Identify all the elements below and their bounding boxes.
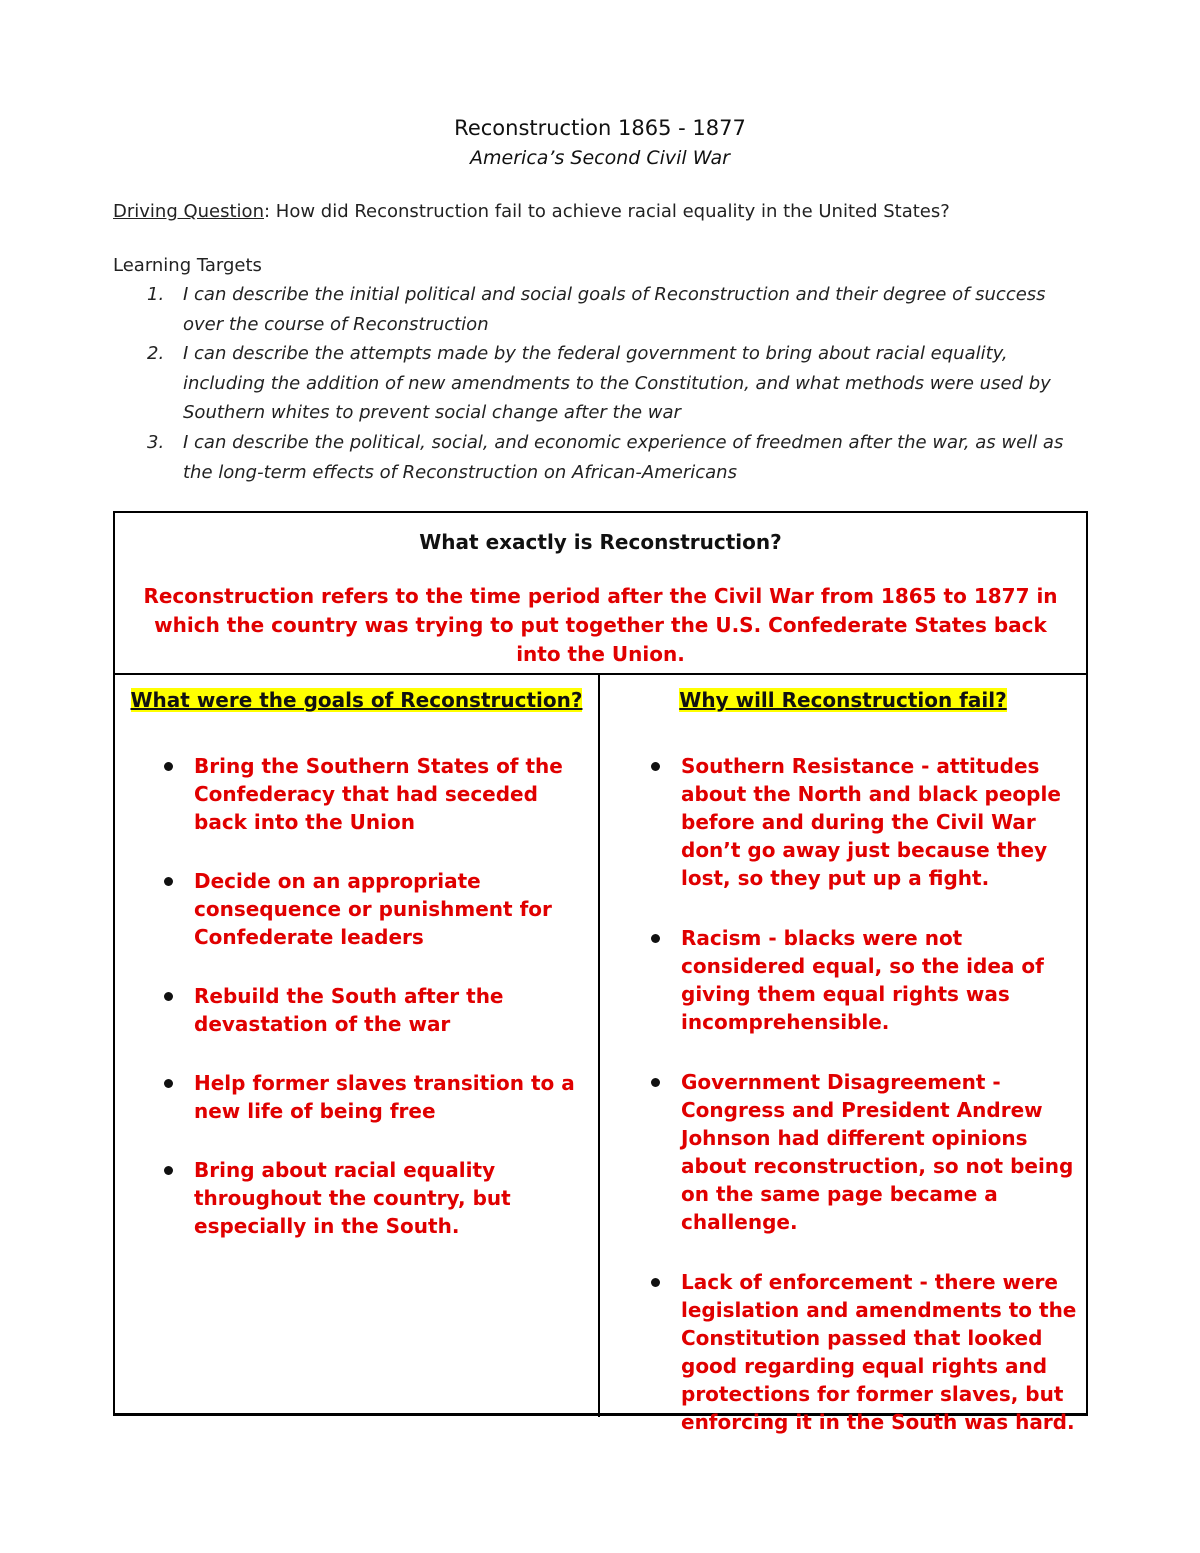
learning-target-item [113, 280, 1088, 339]
learning-target-text: I can describe the attempts made by the federal government to bring about racial equality, including the addition of new amendments to the Constitution, and what methods were used by Southern whites to prevent social change after the war [183, 343, 1051, 424]
learning-target-item [113, 428, 1088, 487]
bullet-icon [164, 1166, 173, 1175]
failure-reason-text: Government Disagreement - Congress and President Andrew Johnson had different opinions about reconstruction, so not being on the same page became a challenge. [681, 1070, 1074, 1234]
driving-question-colon: : [263, 201, 276, 222]
bullet-icon [164, 1079, 173, 1088]
failure-reason-item [648, 924, 1083, 1036]
driving-question-label: Driving Question [113, 201, 264, 222]
bullet-icon [651, 934, 660, 943]
goal-item-text: Bring about racial equality throughout the country, but especially in the South. [194, 1158, 511, 1238]
bullet-icon [651, 1078, 660, 1087]
learning-target-item [113, 339, 1088, 428]
table-top-cell [115, 513, 1086, 675]
bullet-icon [164, 992, 173, 1001]
reconstruction-table [113, 511, 1088, 1434]
failure-heading [600, 688, 1086, 712]
goal-item-text: Help former slaves transition to a new life of being free [194, 1071, 575, 1123]
goals-list [161, 752, 581, 1271]
goal-item [161, 1069, 581, 1125]
table-top-answer: Reconstruction refers to the time period after the Civil War from 1865 to 1877 in which the country was trying to put together the U.S. Confederate States back into the Union. [143, 584, 1058, 666]
goals-heading-text: What were the goals of Reconstruction? [130, 688, 583, 712]
goal-item [161, 1156, 581, 1240]
learning-target-text: I can describe the initial political and social goals of Reconstruction and their degree of success over the course of Reconstruction [183, 284, 1046, 335]
failure-heading-text: Why will Reconstruction fail? [679, 688, 1007, 712]
column-divider [598, 675, 600, 1417]
document-subtitle: America’s Second Civil War [470, 147, 730, 169]
bullet-icon [164, 762, 173, 771]
failure-reason-item [648, 752, 1083, 892]
goal-item-text: Decide on an appropriate consequence or punishment for Confederate leaders [194, 869, 552, 949]
bullet-icon [164, 877, 173, 886]
bullet-icon [651, 1278, 660, 1287]
learning-target-number: 3. [147, 431, 165, 453]
failure-reason-text: Southern Resistance - attitudes about the North and black people before and during the Civil War don’t go away just because they lost, so they put up a fight. [681, 754, 1061, 890]
goals-heading [115, 688, 598, 712]
learning-target-number: 2. [147, 343, 165, 365]
goal-item [161, 982, 581, 1038]
goal-item [161, 752, 581, 836]
learning-targets-heading: Learning Targets [113, 255, 262, 276]
document-title: Reconstruction 1865 - 1877 [454, 116, 746, 140]
learning-targets-list [113, 280, 1088, 487]
driving-question [113, 201, 1093, 222]
failure-reason-text: Lack of enforcement - there were legislation and amendments to the Constitution passed that looked good regarding equal rights and protections for former slaves, but enforcing it in the South was hard. [681, 1270, 1077, 1434]
learning-target-number: 1. [147, 284, 165, 305]
bullet-icon [651, 762, 660, 771]
driving-question-text: How did Reconstruction fail to achieve racial equality in the United States? [275, 201, 950, 222]
goal-item-text: Bring the Southern States of the Confederacy that had seceded back into the Union [194, 754, 563, 834]
failure-reason-item [648, 1068, 1083, 1236]
table-top-heading: What exactly is Reconstruction? [419, 530, 782, 554]
failure-reason-item [648, 1268, 1083, 1436]
failure-reason-text: Racism - blacks were not considered equal, so the idea of giving them equal rights was incomprehensible. [681, 926, 1044, 1034]
failure-reasons-list [648, 752, 1083, 1468]
goal-item-text: Rebuild the South after the devastation of the war [194, 984, 504, 1036]
learning-target-text: I can describe the political, social, and economic experience of freedmen after the war, as well as the long-term effects of Reconstruction on African-Americans [183, 431, 1064, 483]
goal-item [161, 867, 581, 951]
